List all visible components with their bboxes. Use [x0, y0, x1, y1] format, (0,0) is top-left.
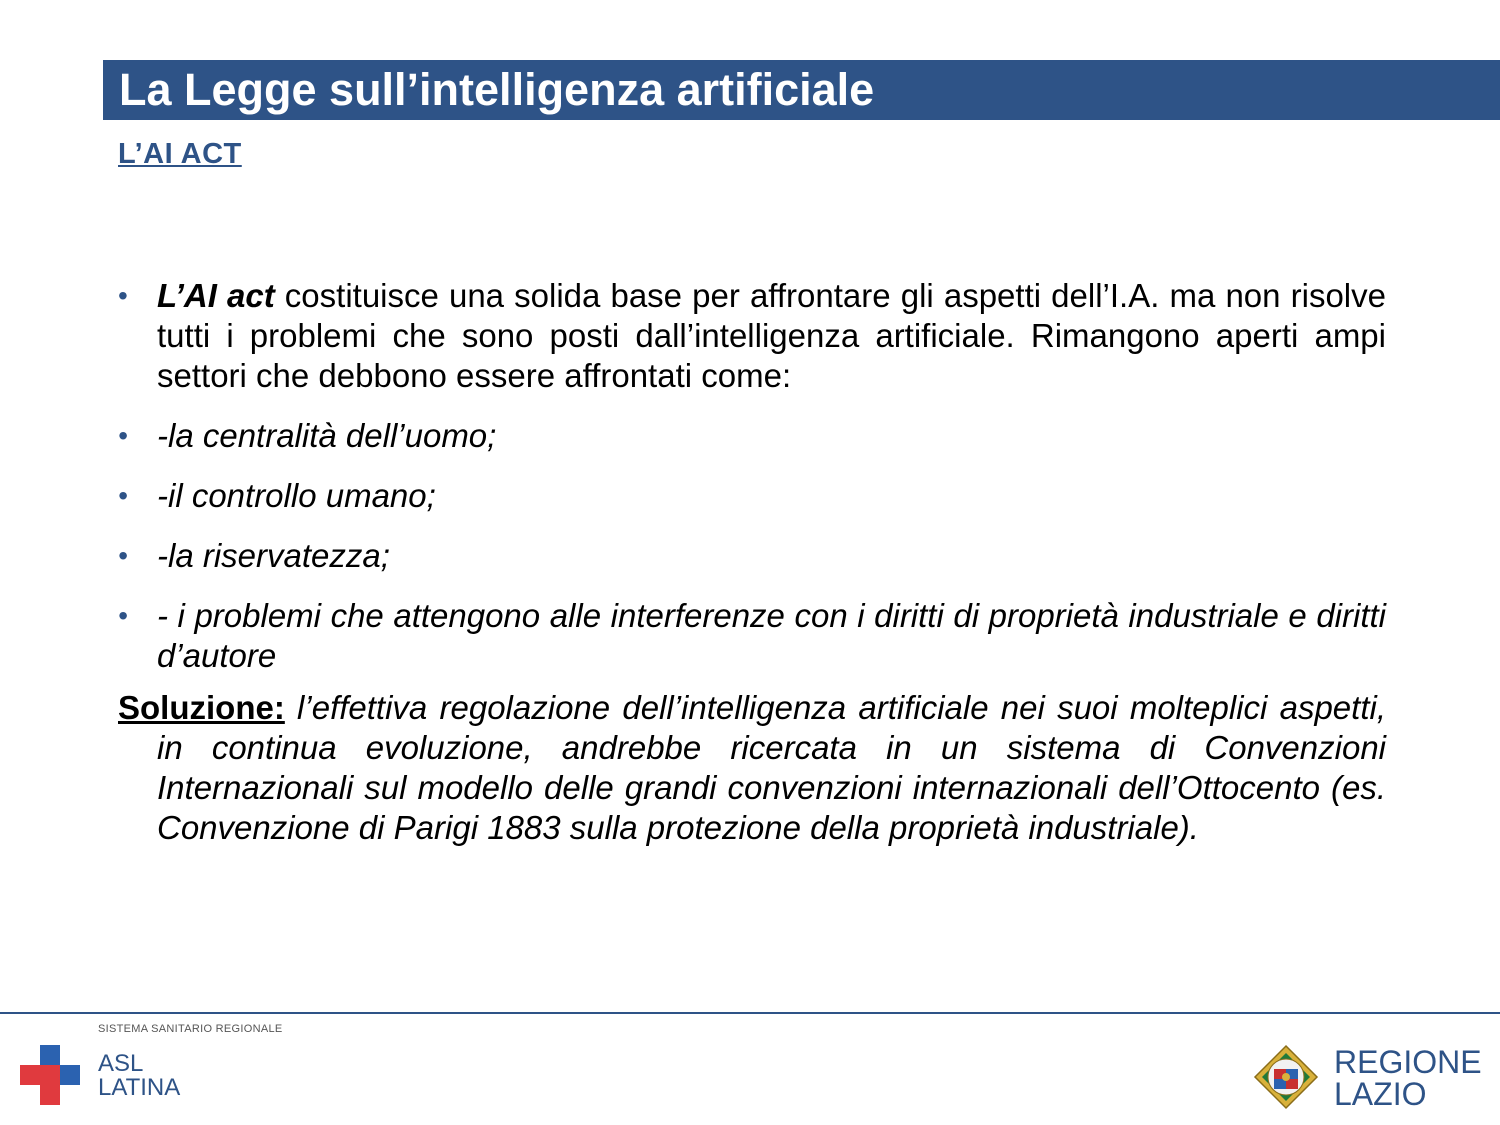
asl-line2: LATINA [98, 1074, 181, 1101]
regione-line2: LAZIO [1334, 1076, 1427, 1112]
asl-cross-icon [20, 1045, 82, 1107]
solution-label: Soluzione: [118, 689, 285, 726]
bullet-text: - i problemi che attengono alle interferenze con i diritti di proprietà industriale e diritti d’autore [157, 597, 1386, 674]
bullet-item [118, 276, 1386, 396]
asl-line1: ASL [98, 1050, 144, 1077]
bullet-item [118, 476, 1386, 516]
solution-text: l’effettiva regolazione dell’intelligenza artificiale nei suoi molteplici aspetti, in continua evoluzione, andrebbe ricercata in un sistema di Convenzioni Internazionali sul modello delle grandi convenzioni internazionali dell’Ottocento (es. Convenzione di Parigi 1883 sulla protezione della proprietà industriale). [157, 689, 1386, 846]
bullet-item [118, 596, 1386, 676]
slide-content [118, 276, 1386, 848]
title-bar [103, 60, 1500, 120]
bullet-text: -la centralità dell’uomo; [157, 417, 497, 454]
regione-line1: REGIONE [1334, 1044, 1482, 1080]
bullet-text: -la riservatezza; [157, 537, 390, 574]
section-subtitle: L’AI ACT [118, 138, 242, 170]
bullet-item [118, 536, 1386, 576]
regione-logo-text [1334, 1046, 1482, 1110]
asl-logo-text [98, 1052, 180, 1100]
page-title: La Legge sull’intelligenza artificiale [119, 64, 875, 115]
solution-paragraph [118, 688, 1386, 848]
bullet-item [118, 416, 1386, 456]
bullet-dot-icon: • [118, 600, 128, 631]
bullet-dot-icon: • [118, 280, 128, 311]
bullet-dot-icon: • [118, 540, 128, 571]
regione-lazio-emblem-icon [1253, 1044, 1319, 1110]
bullet-text: costituisce una solida base per affrontare gli aspetti dell’I.A. ma non risolve tutti i problemi che sono posti dall’intelligenza artificiale. Rimangono aperti ampi settori che debbono essere affrontati come: [157, 277, 1386, 394]
bullet-lead: L’AI act [157, 277, 275, 314]
bullet-dot-icon: • [118, 420, 128, 451]
bullet-dot-icon: • [118, 480, 128, 511]
footer-sistema-label: SISTEMA SANITARIO REGIONALE [98, 1023, 283, 1035]
bullet-text: -il controllo umano; [157, 477, 436, 514]
footer-divider [0, 1012, 1500, 1014]
